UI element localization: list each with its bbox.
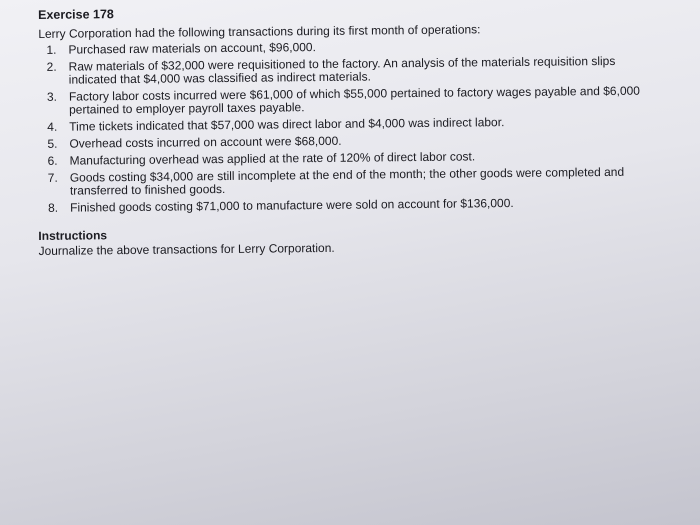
item-number: 1. <box>46 42 57 57</box>
instructions-text: Journalize the above transactions for Lerry Corporation. <box>38 240 335 258</box>
list-item <box>35 54 665 87</box>
item-number: 4. <box>47 119 58 134</box>
item-number: 5. <box>47 136 58 151</box>
list-item <box>36 195 666 215</box>
item-text: Goods costing $34,000 are still incomplete at the end of the month; the other goods were completed and transferred to finished goods. <box>69 164 625 198</box>
exercise-intro: Lerry Corporation had the following transactions during its first month of operations: <box>38 22 481 41</box>
list-item <box>35 114 665 134</box>
list-item <box>35 131 665 151</box>
item-number: 2. <box>46 59 57 74</box>
list-item <box>35 84 665 117</box>
list-item <box>36 165 666 198</box>
item-number: 3. <box>46 89 58 104</box>
textbook-page <box>34 1 667 258</box>
item-text: Overhead costs incurred on account were $68,000. <box>69 133 342 151</box>
instructions-heading: Instructions <box>38 228 108 243</box>
item-number: 6. <box>47 153 58 168</box>
item-number: 7. <box>47 170 58 185</box>
item-number: 8. <box>48 200 59 215</box>
item-text: Raw materials of $32,000 were requisitioned to the factory. An analysis of the materials requisition slips indicated that $4,000 was classified as indirect materials. <box>68 53 616 87</box>
item-text: Finished goods costing $71,000 to manufacture were sold on account for $136,000. <box>70 195 514 215</box>
item-text: Factory labor costs incurred were $61,000 of which $55,000 pertained to factory wages payable and $6,000 pertained to employer payroll taxes payable. <box>68 83 641 117</box>
item-text: Time tickets indicated that $57,000 was direct labor and $4,000 was indirect labor. <box>69 115 505 134</box>
item-text: Manufacturing overhead was applied at the rate of 120% of direct labor cost. <box>69 149 476 168</box>
item-text: Purchased raw materials on account, $96,000. <box>68 40 316 57</box>
exercise-title: Exercise 178 <box>37 7 114 22</box>
transaction-list <box>34 37 666 215</box>
